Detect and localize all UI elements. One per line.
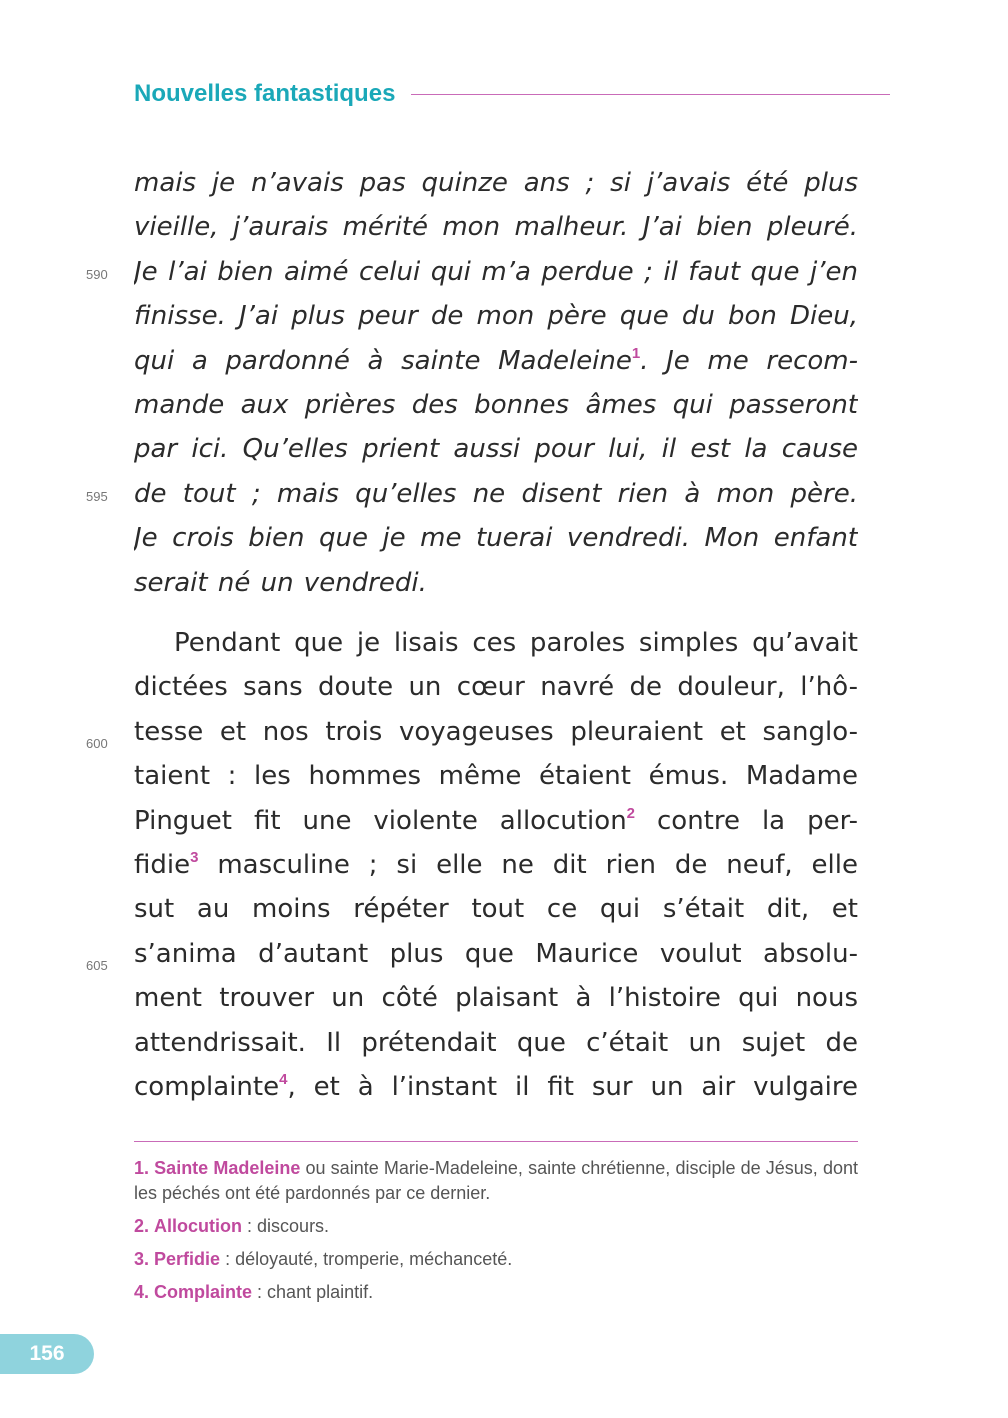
footnote-ref: 2	[626, 804, 636, 822]
text-line: mais je n’avais pas quinze ans ; si j’avais été plus	[134, 168, 858, 198]
text-line: par ici. Qu’elles prient aussi pour lui, il est la cause	[134, 434, 858, 465]
text-line: attendrissait. Il prétendait que c’était un sujet de	[134, 1027, 858, 1058]
letter-quote	[134, 161, 858, 605]
page-number-tab	[0, 1334, 94, 1374]
footnote-ref: 1	[631, 344, 641, 362]
text-line: dictées sans doute un cœur navré de douleur, l’hô-	[134, 672, 858, 703]
footnotes-divider	[134, 1141, 858, 1142]
text-line: Je l’ai bien aimé celui qui m’a perdue ; il faut que j’en	[134, 256, 858, 287]
text-line: sut au moins répéter tout ce qui s’était dit, et	[134, 894, 858, 925]
footnote-ref: 3	[190, 848, 199, 866]
footnote: 4. Complainte : chant plaintif.	[134, 1282, 374, 1302]
text-line: de tout ; mais qu’elles ne disent rien à mon père.	[134, 478, 858, 509]
line-number: 595	[86, 489, 108, 504]
text-line: taient : les hommes même étaient émus. Madame	[134, 761, 858, 792]
text-line: s’anima d’autant plus que Maurice voulut absolu-	[134, 938, 858, 969]
book-title: Nouvelles fantastiques	[134, 80, 396, 107]
header-divider	[411, 94, 890, 95]
text-line: Pendant que je lisais ces paroles simples qu’avait	[174, 628, 858, 658]
text-line: complainte$^4$, et à l’instant il fit sur un air vulgaire	[134, 1070, 858, 1102]
text-line: Je crois bien que je me tuerai vendredi. Mon enfant	[134, 523, 858, 554]
text-line: finisse. J’ai plus peur de mon père que du bon Dieu,	[134, 301, 858, 332]
text-line: qui a pardonné à sainte Madeleine$^1$. Je me recom-	[134, 344, 858, 376]
footnote: 1. Sainte Madeleine ou sainte Marie-Madeleine, sainte chrétienne, disciple de Jésus, dont les péchés ont été pardonnés par ce dernier.	[134, 1158, 858, 1203]
text-line: Pinguet fit une violente allocution$^2$ contre la per-	[134, 804, 858, 836]
line-number: 605	[86, 958, 108, 973]
running-header	[134, 78, 890, 110]
text-line: ment trouver un côté plaisant à l’histoire qui nous	[134, 983, 858, 1014]
page-number: 156	[29, 1342, 65, 1365]
text-line: serait né un vendredi.	[134, 567, 427, 598]
text-line: mande aux prières des bonnes âmes qui passeront	[134, 389, 858, 420]
footnote: 3. Perfidie : déloyauté, tromperie, méchanceté.	[134, 1249, 513, 1269]
line-number: 600	[86, 736, 108, 751]
narrative-paragraph	[134, 621, 858, 1109]
line-number: 590	[86, 267, 108, 282]
footnotes	[134, 1156, 858, 1305]
text-line: fidie$^3$ masculine ; si elle ne dit rien de neuf, elle	[134, 848, 858, 880]
text-line: vieille, j’aurais mérité mon malheur. J’ai bien pleuré.	[134, 212, 858, 243]
footnote: 2. Allocution : discours.	[134, 1216, 330, 1236]
footnote-ref: 4	[279, 1070, 288, 1088]
text-line: tesse et nos trois voyageuses pleuraient et sanglo-	[134, 716, 858, 747]
